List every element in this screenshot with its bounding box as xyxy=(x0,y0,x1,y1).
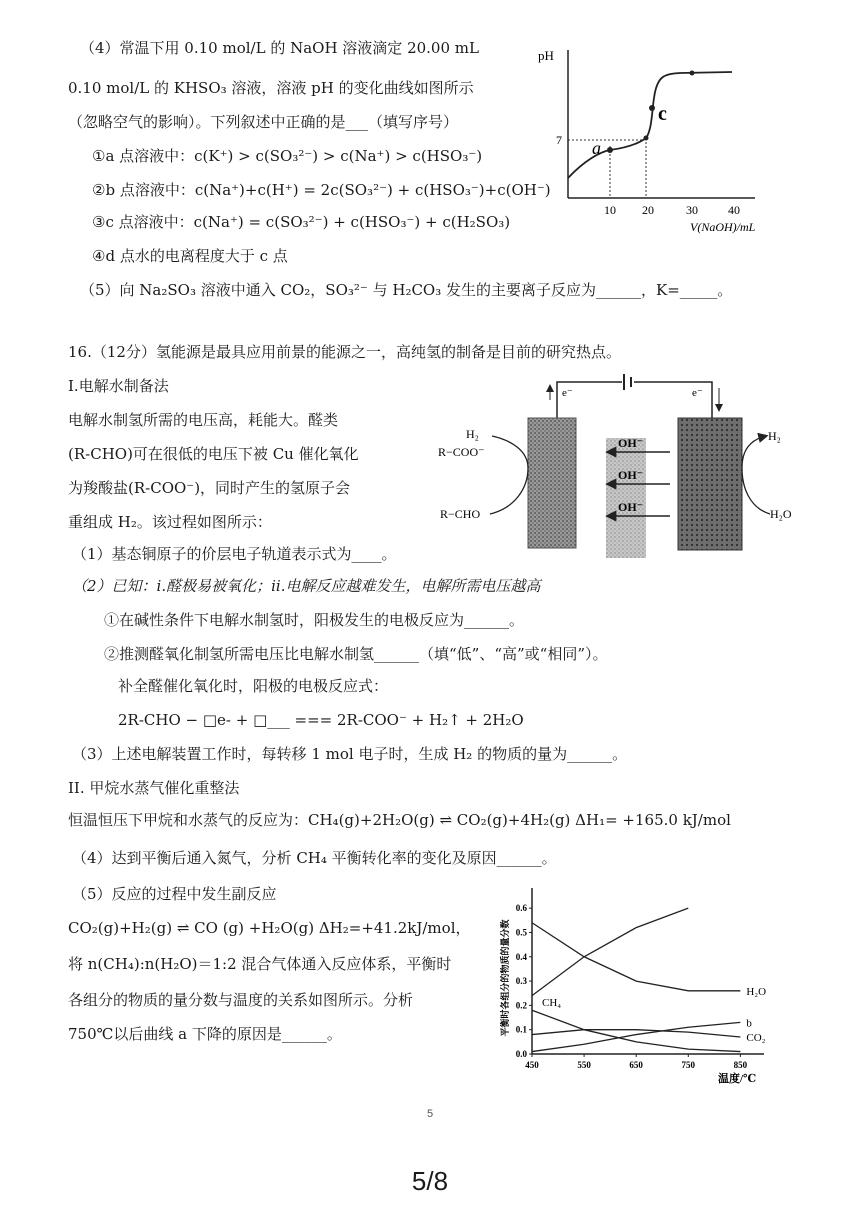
q15-p4-line2: 0.10 mol/L 的 KHSO₃ 溶液，溶液 pH 的变化曲线如图所示 xyxy=(68,79,474,97)
equilibrium-fraction-chart xyxy=(494,882,794,1088)
eq-ylabel: 平衡时各组分的物质的量分数 xyxy=(500,919,510,1037)
electron-label-right: e⁻ xyxy=(692,387,703,399)
q16-q2-2: ②推测醛氧化制氢所需电压比电解水制氢______（填“低”、“高”或“相同”）。 xyxy=(104,645,608,663)
q16-part2-heading: II. 甲烷水蒸气催化重整法 xyxy=(68,779,240,797)
eq-y-tick-label-2: 0.2 xyxy=(515,1000,527,1011)
cathode-h2-label: H₂ xyxy=(768,429,781,443)
anode-rcho-label: R−CHO xyxy=(440,507,481,521)
eq-x-tick-label-1: 550 xyxy=(577,1060,591,1070)
eq-y-tick-label-1: 0.1 xyxy=(515,1024,527,1035)
cathode-reaction-arc xyxy=(742,436,770,514)
small-page-number: 5 xyxy=(426,1108,434,1120)
ph-titration-chart xyxy=(530,38,790,238)
q15-option-2: ②b 点溶液中：c(Na⁺)+c(H⁺) = 2c(SO₃²⁻) + c(HSO₃⁻)+c(OH⁻) xyxy=(92,181,551,199)
eq-series-label-4: CO₂ xyxy=(746,1031,766,1044)
q16-q2-1: ①在碱性条件下电解水制氢时，阳极发生的电极反应为______。 xyxy=(104,611,525,629)
ph-y-tick-7: 7 xyxy=(556,133,562,147)
ph-handwritten-c: c xyxy=(658,103,667,125)
ph-point-a xyxy=(607,147,613,153)
anode-rcoo-label: R−COO⁻ xyxy=(438,445,485,459)
eq-x-tick-label-2: 650 xyxy=(629,1060,643,1070)
eq-y-tick-label-3: 0.3 xyxy=(515,976,527,987)
eq-series-line-0 xyxy=(532,908,688,996)
eq-y-tick-label-0: 0.0 xyxy=(515,1049,527,1059)
q16-q4: （4）达到平衡后通入氮气，分析 CH₄ 平衡转化率的变化及原因______。 xyxy=(72,849,557,867)
cathode-electrode xyxy=(678,418,742,550)
q16-intro-3: 为羧酸盐(R-COO⁻)，同时产生的氢原子会 xyxy=(68,479,351,497)
ph-point-d xyxy=(690,71,695,76)
eq-xlabel: 温度/℃ xyxy=(718,1073,757,1085)
ph-x-axis-label: V(NaOH)/mL xyxy=(690,220,756,234)
q15-p4-line1: （4）常温下用 0.10 mol/L 的 NaOH 溶液滴定 20.00 mL xyxy=(80,39,479,57)
q15-option-1: ①a 点溶液中：c(K⁺) > c(SO₃²⁻) > c(Na⁺) > c(HSO₃⁻) xyxy=(92,147,483,165)
ph-x-tick-20: 20 xyxy=(642,203,654,217)
eq-x-tick-label-4: 850 xyxy=(733,1060,748,1070)
q15-option-4: ④d 点水的电离程度大于 c 点 xyxy=(92,247,288,265)
eq-x-tick-label-3: 750 xyxy=(681,1060,696,1070)
eq-series-line-3 xyxy=(532,1022,740,1051)
ph-handwritten-a: a xyxy=(592,138,601,158)
eq-y-tick-label-4: 0.4 xyxy=(515,951,527,962)
oh-label-3: OH⁻ xyxy=(618,500,644,514)
q16-q5: （5）反应的过程中发生副反应 xyxy=(72,885,277,903)
q15-option-3: ③c 点溶液中：c(Na⁺) = c(SO₃²⁻) + c(HSO₃⁻) + c(H₂SO₃) xyxy=(92,213,511,231)
anode-electrode xyxy=(528,418,576,548)
cathode-h2o-label: H₂O xyxy=(770,507,792,521)
q16-intro-4: 重组成 H₂。该过程如图所示： xyxy=(68,513,272,531)
q16-q5-line2: 将 n(CH₄):n(H₂O)＝1:2 混合气体通入反应体系，平衡时 xyxy=(68,955,452,973)
eq-y-tick-label-5: 0.5 xyxy=(515,927,527,938)
electrolysis-cell-diagram xyxy=(430,368,810,564)
page-indicator: 5/8 xyxy=(411,1166,449,1196)
q16-part1-heading: I.电解水制备法 xyxy=(68,377,169,395)
q16-q5-line3: 各组分的物质的量分数与温度的关系如图所示。分析 xyxy=(68,991,414,1009)
ph-x-tick-40: 40 xyxy=(728,203,740,217)
q15-p4-line3: （忽略空气的影响）。下列叙述中正确的是___（填写序号） xyxy=(68,113,459,131)
q16-q2-equation: 2R-CHO − □e- + □___ === 2R-COO⁻ + H₂↑ + 2H₂O xyxy=(118,711,524,729)
q16-q5-line4: 750℃以后曲线 a 下降的原因是______。 xyxy=(68,1025,342,1043)
q16-q2-3: 补全醛催化氧化时，阳极的电极反应式： xyxy=(118,677,389,695)
eq-series-label-1: H₂O xyxy=(746,985,767,998)
ph-point-b xyxy=(644,136,649,141)
eq-y-tick-label-6: 0.6 xyxy=(515,903,527,914)
membrane xyxy=(606,438,646,558)
oh-label-1: OH⁻ xyxy=(618,436,644,450)
ph-x-tick-10: 10 xyxy=(604,203,616,217)
q16-reaction: 恒温恒压下甲烷和水蒸气的反应为：CH₄(g)+2H₂O(g) ⇌ CO₂(g)+4H₂(g) ΔH₁= +165.0 kJ/mol xyxy=(68,811,731,829)
q16-q2: （2）已知：i.醛极易被氧化；ii.电解反应越难发生，电解所需电压越高 xyxy=(72,577,541,595)
anode-h2-label: H₂ xyxy=(466,427,479,441)
eq-x-tick-label-0: 450 xyxy=(525,1060,539,1070)
eq-series-line-4 xyxy=(532,1030,740,1037)
ph-x-tick-30: 30 xyxy=(686,203,698,217)
eq-series-line-2 xyxy=(532,1010,740,1051)
electron-label-left: e⁻ xyxy=(562,387,573,399)
ph-axis-label: pH xyxy=(538,48,554,63)
oh-label-2: OH⁻ xyxy=(618,468,644,482)
eq-series-label-2: CH₄ xyxy=(542,997,562,1010)
q16-q1: （1）基态铜原子的价层电子轨道表示式为____。 xyxy=(72,545,397,563)
eq-series-line-1 xyxy=(532,923,740,991)
q16-q5-equation: CO₂(g)+H₂(g) ⇌ CO (g) +H₂O(g) ΔH₂=+41.2kJ/mol， xyxy=(68,919,471,937)
ph-titration-curve xyxy=(568,72,732,178)
q16-intro-1: 电解水制氢所需的电压高，耗能大。醛类 xyxy=(68,411,339,429)
ph-point-c xyxy=(649,105,655,111)
eq-series-label-3: b xyxy=(746,1017,752,1030)
q16-intro-2: (R-CHO)可在很低的电压下被 Cu 催化氧化 xyxy=(68,445,359,463)
q16-q3: （3）上述电解装置工作时，每转移 1 mol 电子时，生成 H₂ 的物质的量为______。 xyxy=(72,745,628,763)
q15-part5: （5）向 Na₂SO₃ 溶液中通入 CO₂，SO₃²⁻ 与 H₂CO₃ 发生的主要离子反应为______，K=_____。 xyxy=(80,281,733,299)
anode-reaction-arc xyxy=(490,436,528,514)
q16-title: 16.（12分）氢能源是最具应用前景的能源之一，高纯氢的制备是目前的研究热点。 xyxy=(68,343,621,361)
